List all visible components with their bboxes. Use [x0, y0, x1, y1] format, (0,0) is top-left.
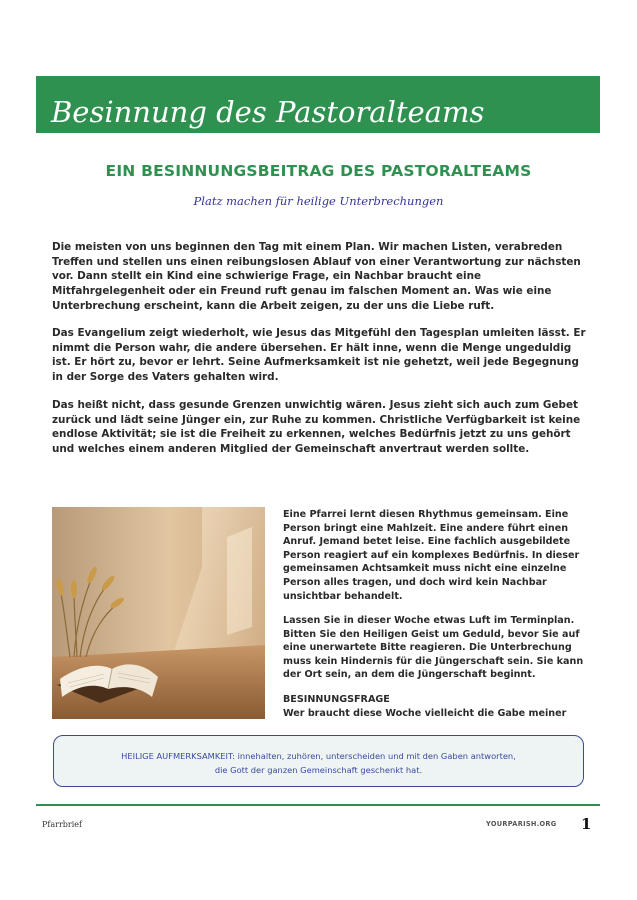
reflection-text: Wer braucht diese Woche vielleicht die Gabe meiner [283, 707, 567, 719]
column-paragraph: Eine Pfarrei lernt diesen Rhythmus gemeinsam. Eine Person bringt eine Mahlzeit. Eine andere führt einen Anruf. Jemand betet leise. Eine fachlich ausgebildete Person reagiert auf ein komplexes Bedürfnis. In dieser gemeinsamen Achtsamkeit muss nicht eine einzelne Person alles tragen, und doch wird kein Nachbar unsichtbar behandelt. [283, 509, 580, 602]
callout-line: die Gott der ganzen Gemeinschaft geschenkt hat. [214, 765, 423, 775]
bible-wheat-image [52, 507, 265, 719]
article-paragraph: Das heißt nicht, dass gesunde Grenzen unwichtig wären. Jesus zieht sich auch zum Gebet zurück und lädt seine Jünger ein, zur Ruhe zu kommen. Christliche Verfügbarkeit ist keine endlose Aktivität; sie ist die Freiheit zu erkennen, welches Bedürfnis jetzt zu uns gehört und welches einem anderen Mitglied der Gemeinschaft anvertraut werden sollte. [52, 399, 581, 456]
article-paragraph: Die meisten von uns beginnen den Tag mit einem Plan. Wir machen Listen, verabreden Treffen und stellen uns einen reibungslosen Ablauf von einer Verantwortung zur nächsten vor. Dann stellt ein Kind eine schwierige Frage, ein Nachbar braucht eine Mitfahrgelegenheit oder ein Freund ruft genau im falschen Moment an. Was wie eine Unterbrechung erscheint, kann die Arbeit zeigen, zu der uns die Liebe ruft. [52, 241, 581, 312]
section-kicker: EIN BESINNUNGSBEITRAG DES PASTORALTEAMS [105, 162, 532, 180]
column-paragraph: Lassen Sie in dieser Woche etwas Luft im Terminplan. Bitten Sie den Heiligen Geist um Geduld, bevor Sie auf eine unerwartete Bitte reagieren. Die Unterbrechung muss kein Hindernis für die Jüngerschaft sein. Sie kann der Ort sein, an dem die Jüngerschaft beginnt. [283, 615, 584, 681]
page-number: 1 [581, 815, 592, 833]
subtitle: Platz machen für heilige Unterbrechungen [193, 194, 444, 208]
article-column [283, 506, 588, 721]
page-title: Besinnung des Pastoralteams [51, 95, 485, 129]
reflection-question [283, 693, 588, 720]
title-banner [36, 76, 600, 133]
callout-box [53, 735, 584, 787]
article-paragraph: Das Evangelium zeigt wiederholt, wie Jesus das Mitgefühl den Tagesplan umleiten lässt. Er nimmt die Person wahr, die andere übersehen. Er hält inne, wenn die Menge ungeduldig ist. Er hört zu, bevor er lehrt. Seine Aufmerksamkeit ist nie gehetzt, weil jede Begegnung in der Sorge des Vaters gehalten wird. [52, 327, 586, 384]
reflection-heading: BESINNUNGSFRAGE [283, 694, 390, 705]
footer-publication: Pfarrbrief [42, 820, 82, 829]
footer-website: YOURPARISH.ORG [486, 820, 557, 828]
footer-divider [36, 804, 600, 806]
callout-line: HEILIGE AUFMERKSAMKEIT: innehalten, zuhören, unterscheiden und mit den Gaben antworten, [121, 751, 516, 761]
